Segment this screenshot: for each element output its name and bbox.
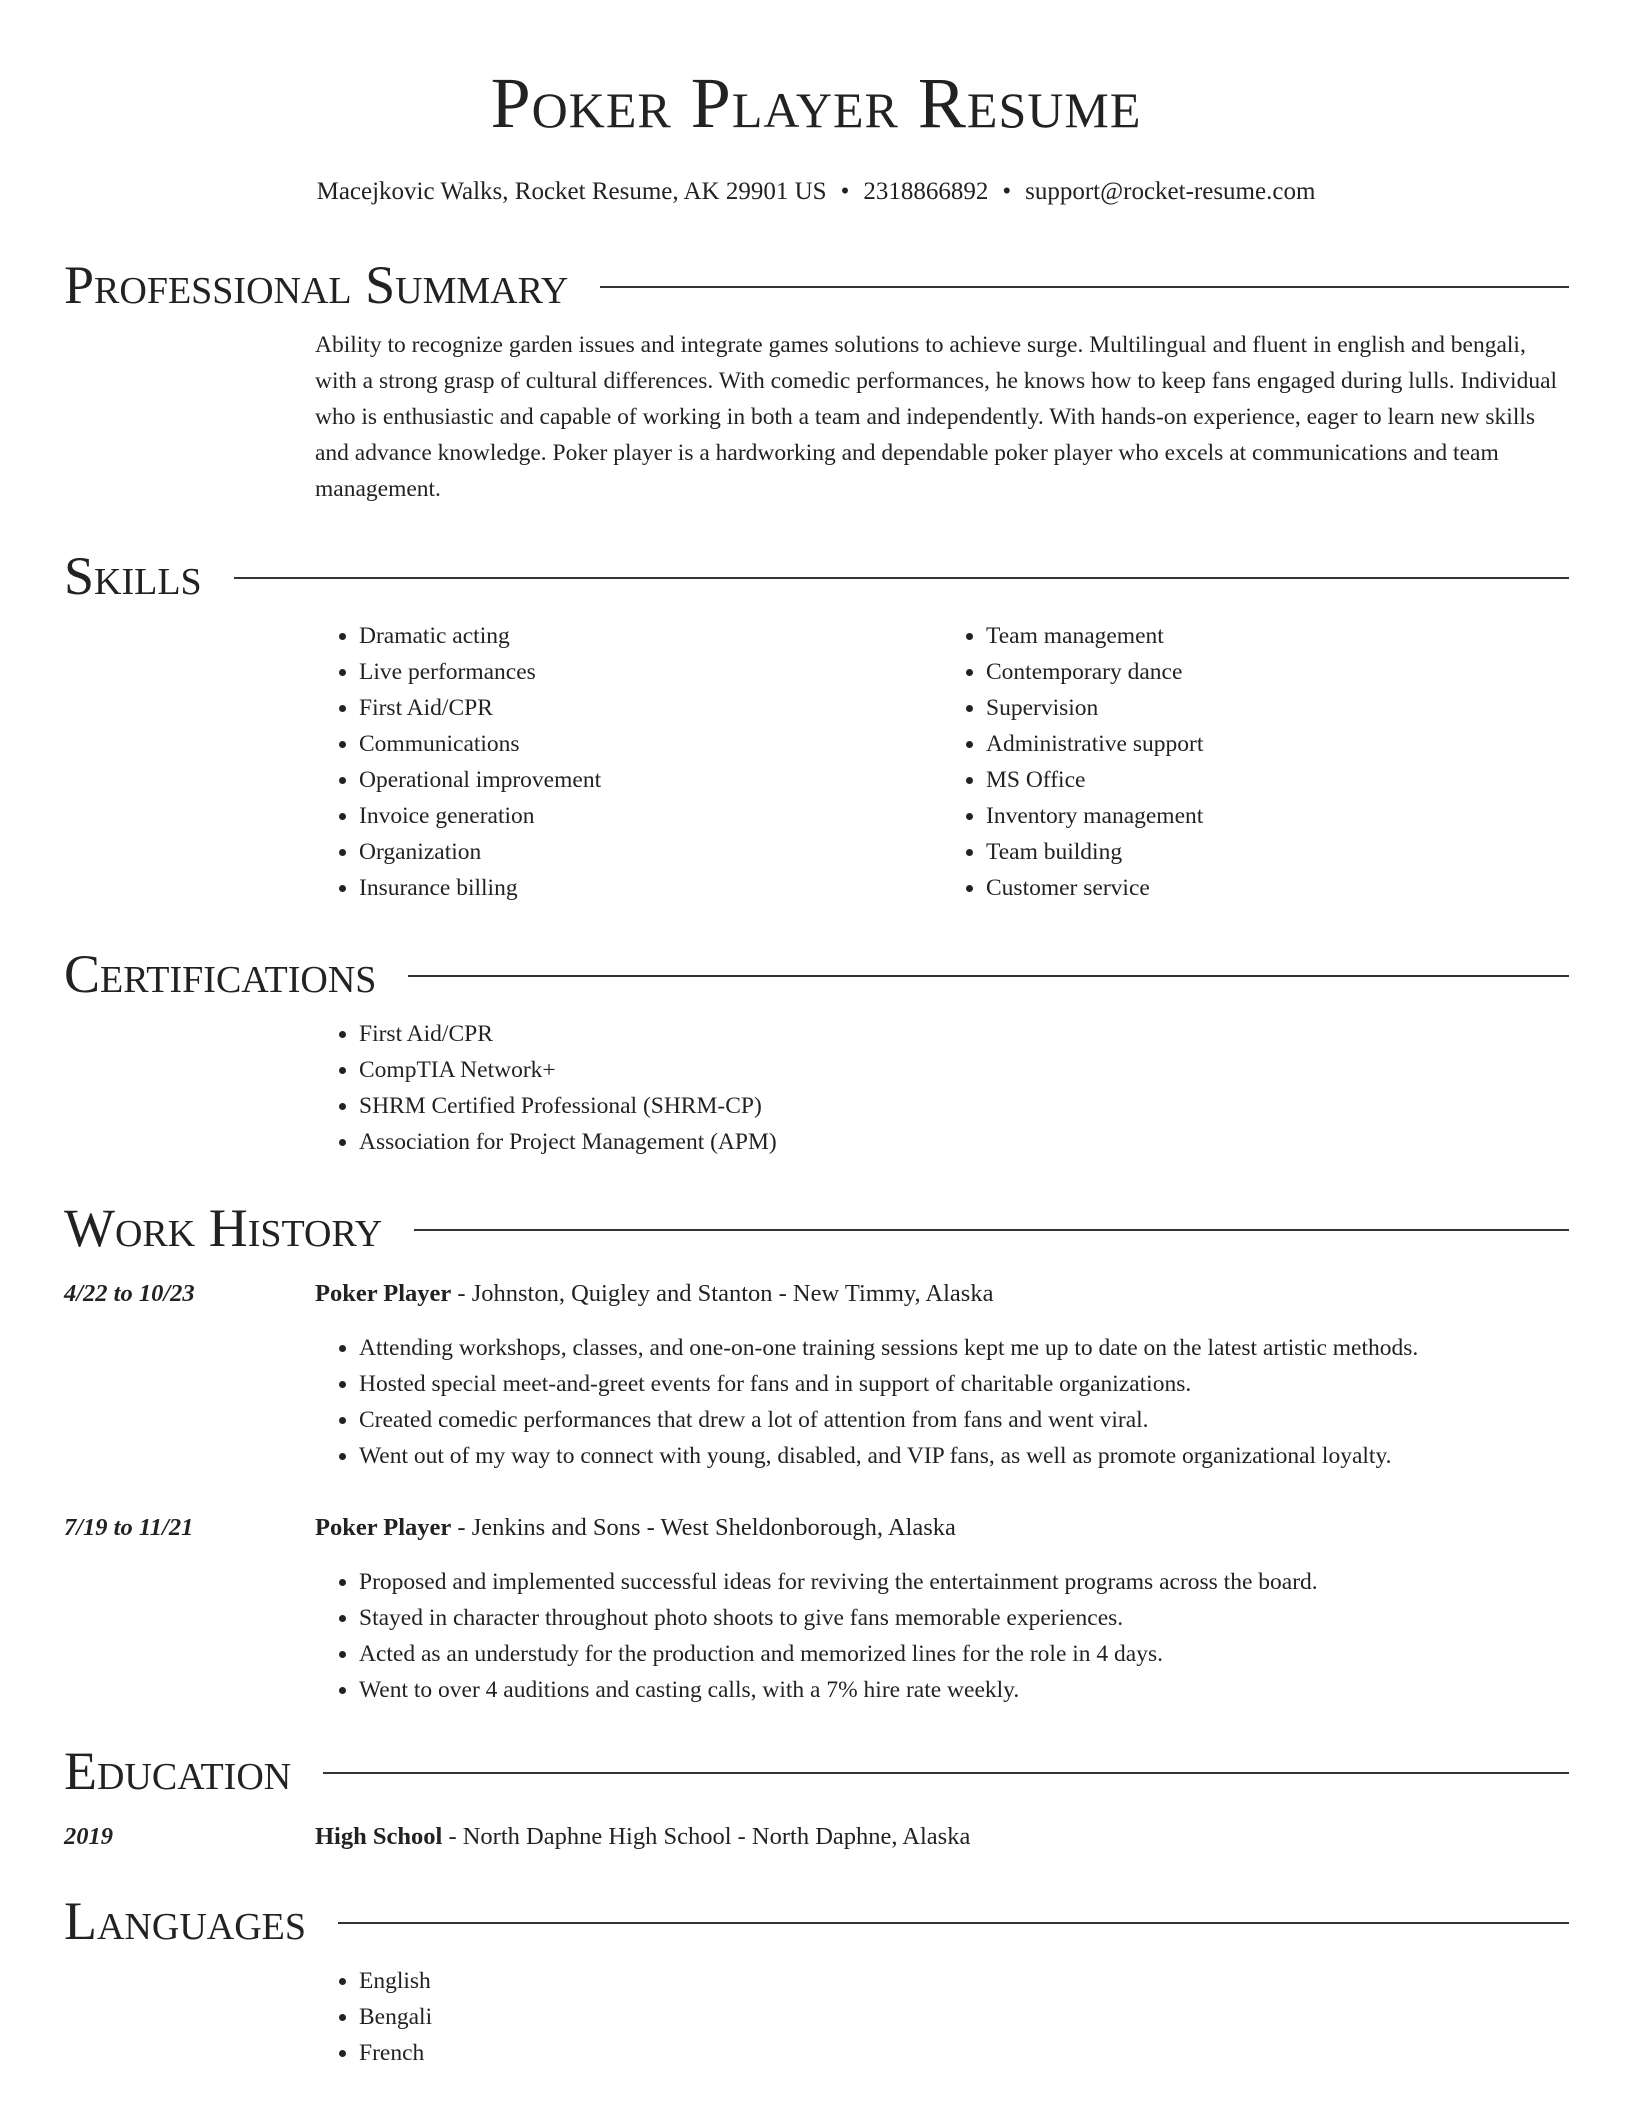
skills-columns	[315, 618, 1569, 906]
skills-list-left	[315, 618, 942, 906]
job-bullets	[315, 1330, 1569, 1474]
work-header	[64, 1198, 1569, 1258]
languages-body	[315, 1963, 1569, 2071]
job-bullet: • Stayed in character throughout photo shoots to give fans memorable experiences.	[359, 1600, 1569, 1636]
job-header	[64, 1510, 1569, 1546]
skill-item: • Administrative support	[986, 726, 1569, 762]
section-divider	[323, 1772, 1569, 1774]
certifications-heading: Certifications	[64, 944, 377, 1004]
languages-header	[64, 1891, 1569, 1951]
skill-item: • Organization	[359, 834, 942, 870]
skill-item: • Operational improvement	[359, 762, 942, 798]
skill-item: • Insurance billing	[359, 870, 942, 906]
certification-item: • First Aid/CPR	[359, 1016, 1569, 1052]
resume-title: Poker Player Resume	[490, 63, 1142, 143]
summary-header	[64, 255, 1569, 315]
education-entry	[64, 1819, 1569, 1855]
languages-list	[315, 1963, 1569, 2071]
work-section	[64, 1198, 1569, 1708]
skill-item: • Team building	[986, 834, 1569, 870]
skill-item: • Supervision	[986, 690, 1569, 726]
skill-item: • MS Office	[986, 762, 1569, 798]
education-header	[64, 1741, 1569, 1801]
languages-section	[64, 1891, 1569, 2071]
certifications-section	[64, 944, 1569, 1160]
language-item: • French	[359, 2035, 1569, 2071]
job-bullet: • Went out of my way to connect with young, disabled, and VIP fans, as well as promote organizational loyalty.	[359, 1438, 1569, 1474]
certifications-header	[64, 944, 1569, 1004]
skills-heading: Skills	[64, 546, 202, 606]
section-divider	[408, 975, 1569, 977]
certification-item: • Association for Project Management (APM)	[359, 1124, 1569, 1160]
section-divider	[600, 286, 1569, 288]
language-item: • Bengali	[359, 1999, 1569, 2035]
education-line	[315, 1819, 970, 1855]
contact-email: support@rocket-resume.com	[1025, 178, 1316, 205]
section-divider	[234, 577, 1569, 579]
skills-header	[64, 546, 1569, 606]
section-divider	[414, 1229, 1569, 1231]
certification-item: • CompTIA Network+	[359, 1052, 1569, 1088]
work-heading: Work History	[64, 1198, 383, 1258]
job-bullet: • Hosted special meet-and-greet events for fans and in support of charitable organizations.	[359, 1366, 1569, 1402]
job-role: Poker Player	[315, 1280, 452, 1307]
skill-item: • Team management	[986, 618, 1569, 654]
job-bullet: • Acted as an understudy for the production and memorized lines for the role in 4 days.	[359, 1636, 1569, 1672]
job-company: - Johnston, Quigley and Stanton - New Timmy, Alaska	[451, 1280, 994, 1307]
contact-line	[0, 178, 1632, 206]
languages-heading: Languages	[64, 1891, 306, 1951]
job-company: - Jenkins and Sons - West Sheldonborough, Alaska	[451, 1514, 956, 1541]
education-year: 2019	[64, 1823, 113, 1850]
skill-item: • Communications	[359, 726, 942, 762]
contact-address: Macejkovic Walks, Rocket Resume, AK 29901 US	[316, 178, 827, 205]
job-header	[64, 1276, 1569, 1312]
job-dates: 7/19 to 11/21	[64, 1514, 194, 1541]
job-bullet-list	[315, 1330, 1569, 1474]
section-divider	[338, 1922, 1569, 1924]
education-degree: High School	[315, 1823, 443, 1850]
skill-item: • First Aid/CPR	[359, 690, 942, 726]
job-entry	[64, 1276, 1569, 1474]
job-bullet: • Created comedic performances that drew a lot of attention from fans and went viral.	[359, 1402, 1569, 1438]
job-bullet: • Attending workshops, classes, and one-on-one training sessions kept me up to date on the latest artistic methods.	[359, 1330, 1569, 1366]
job-role: Poker Player	[315, 1514, 452, 1541]
job-bullets	[315, 1564, 1569, 1708]
job-bullet-list	[315, 1564, 1569, 1708]
skills-list-right	[942, 618, 1569, 906]
summary-text: Ability to recognize garden issues and integrate games solutions to achieve surge. Multilingual and fluent in english and bengali, with a strong grasp of cultural differences. With comedic performances, he knows how to keep fans engaged during lulls. Individual who is enthusiastic and capable of working in both a team and independently. With hands-on experience, eager to learn new skills and advance knowledge. Poker player is a hardworking and dependable poker player who excels at communications and team management.	[315, 332, 1558, 502]
skill-item: • Contemporary dance	[986, 654, 1569, 690]
job-bullet: • Went to over 4 auditions and casting calls, with a 7% hire rate weekly.	[359, 1672, 1569, 1708]
skill-item: • Invoice generation	[359, 798, 942, 834]
job-entry	[64, 1510, 1569, 1708]
skill-item: • Customer service	[986, 870, 1569, 906]
contact-separator: •	[840, 178, 850, 205]
skills-section	[64, 546, 1569, 906]
certifications-list	[315, 1016, 1569, 1160]
skill-item: • Dramatic acting	[359, 618, 942, 654]
skill-item: • Live performances	[359, 654, 942, 690]
contact-separator: •	[1002, 178, 1012, 205]
language-item: • English	[359, 1963, 1569, 1999]
education-section	[64, 1741, 1569, 1855]
job-bullet: • Proposed and implemented successful ideas for reviving the entertainment programs across the board.	[359, 1564, 1569, 1600]
summary-section	[64, 255, 1569, 507]
education-heading: Education	[64, 1741, 292, 1801]
summary-heading: Professional Summary	[64, 255, 569, 315]
contact-phone: 2318866892	[863, 178, 989, 205]
certifications-body	[315, 1016, 1569, 1160]
education-school: - North Daphne High School - North Daphne, Alaska	[442, 1823, 971, 1850]
certification-item: • SHRM Certified Professional (SHRM-CP)	[359, 1088, 1569, 1124]
skill-item: • Inventory management	[986, 798, 1569, 834]
job-title-line	[315, 1276, 993, 1312]
job-dates: 4/22 to 10/23	[64, 1280, 195, 1307]
job-title-line	[315, 1510, 956, 1546]
